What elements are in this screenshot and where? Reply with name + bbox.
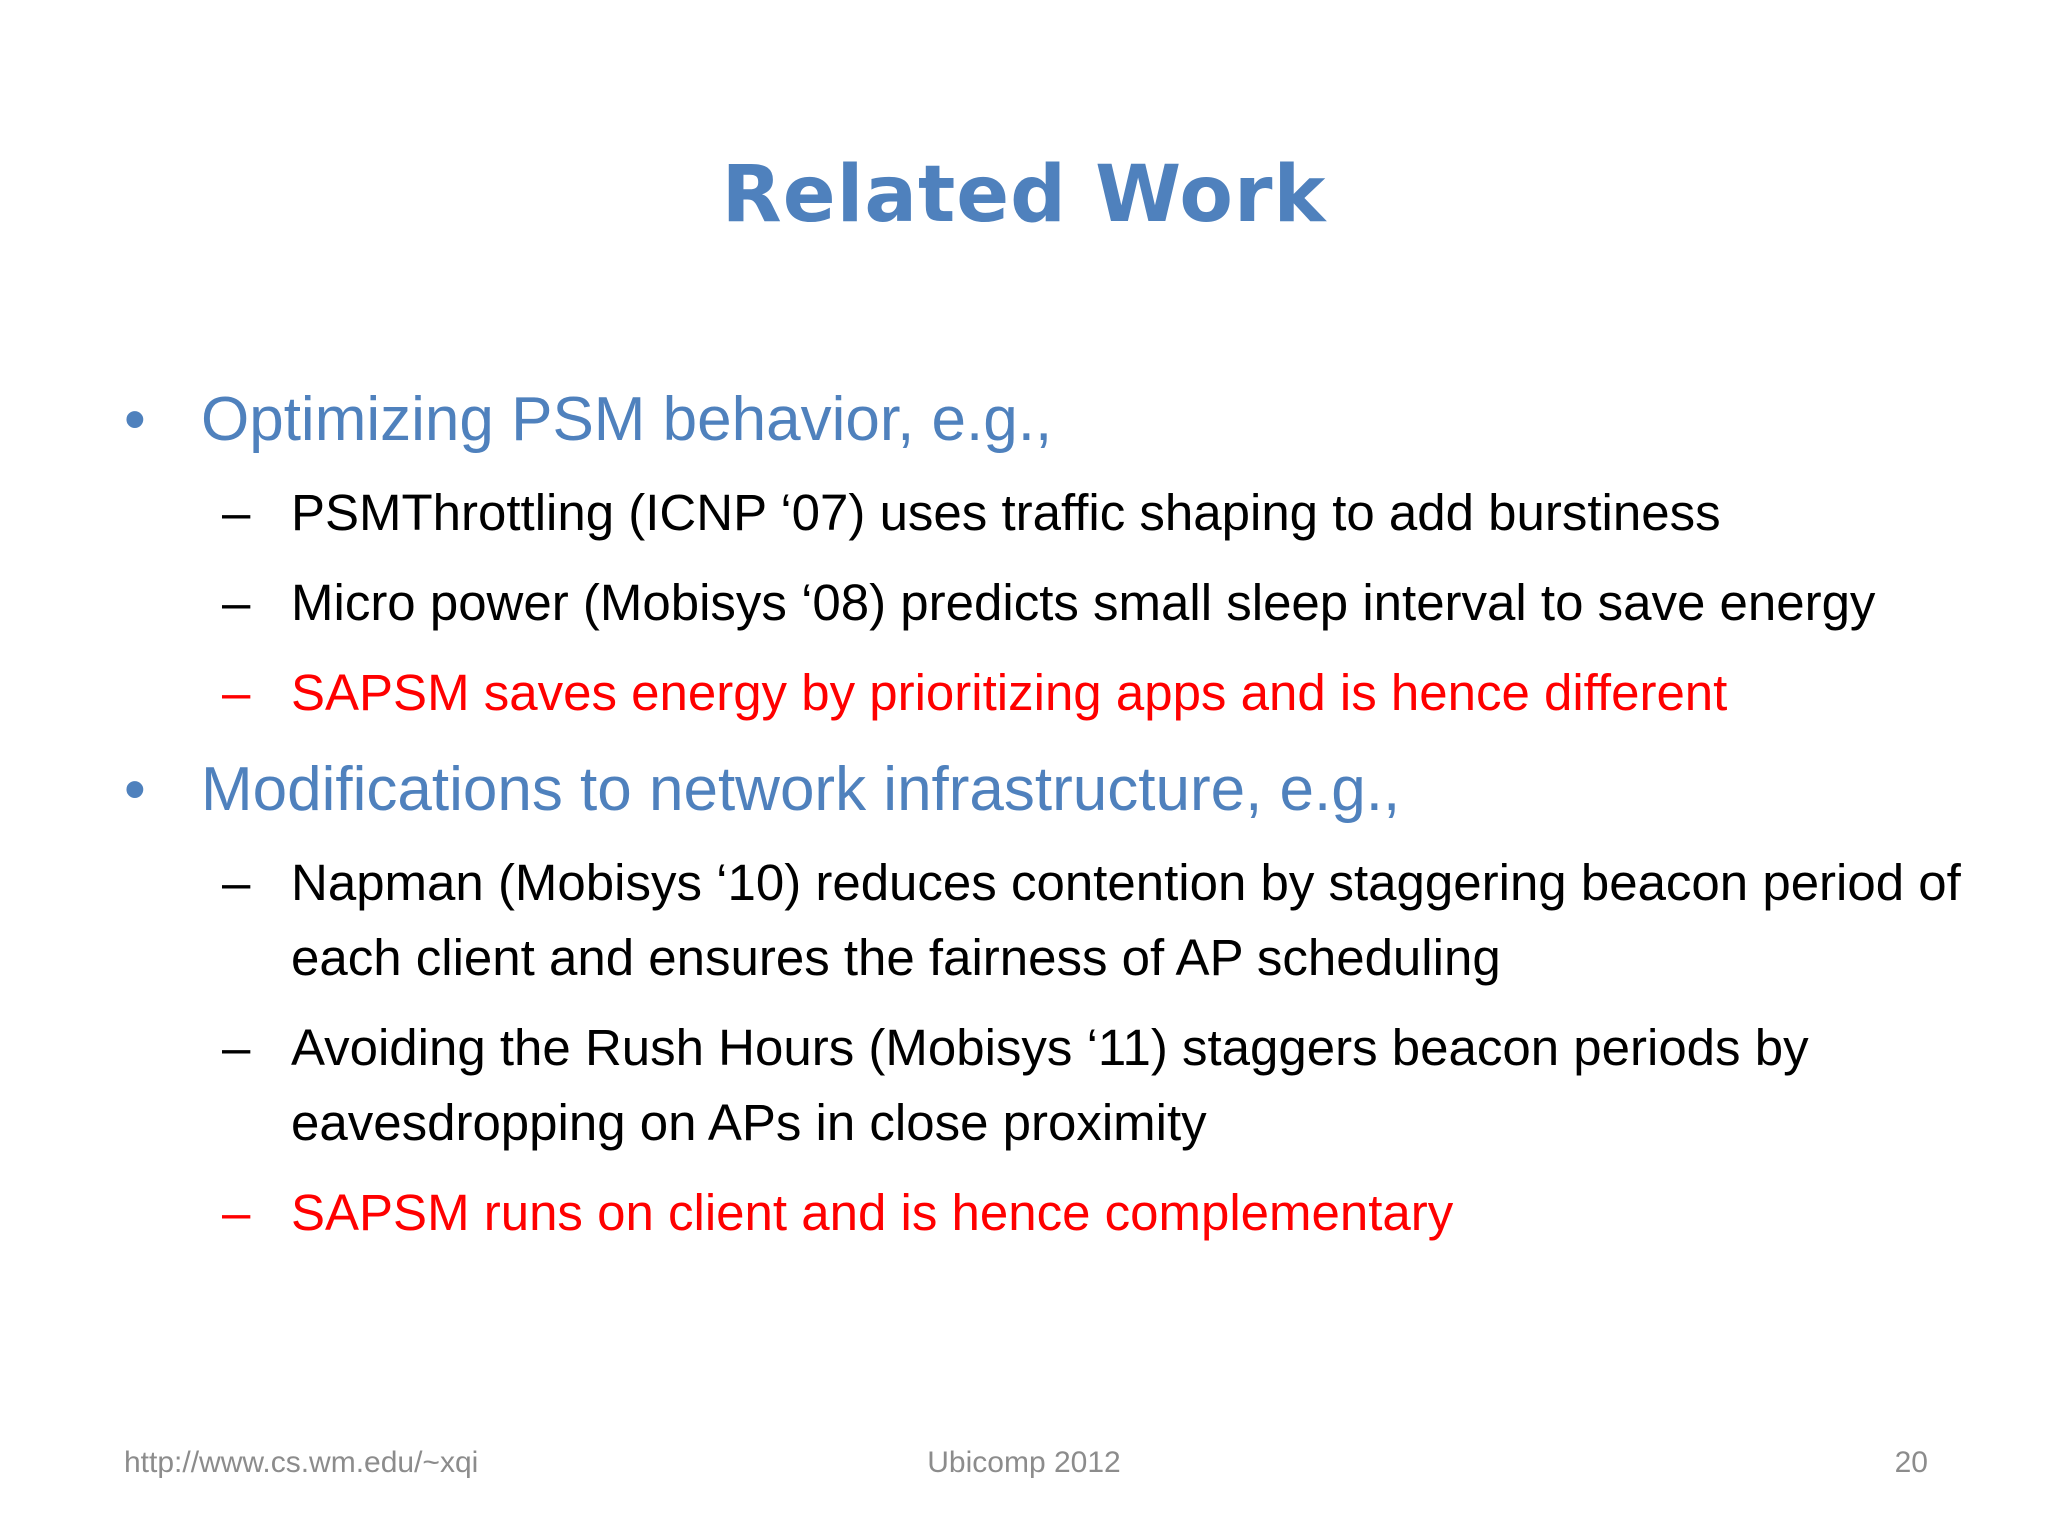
footer-venue: Ubicomp 2012 <box>927 1446 1121 1479</box>
dash-icon: – <box>222 854 251 911</box>
sub-item-napman <box>0 845 2048 995</box>
sub-item-text: Napman (Mobisys ‘10) reduces contention by staggering beacon period of each client and ensures the fairness of AP scheduling <box>291 854 1961 986</box>
bullet-text: Optimizing PSM behavior, e.g., <box>201 385 1053 454</box>
dash-icon: – <box>222 574 251 631</box>
sub-item-psmthrottling <box>0 475 2048 550</box>
sub-item-text: Micro power (Mobisys ‘08) predicts small sleep interval to save energy <box>291 574 1876 631</box>
bullet-icon: • <box>124 755 146 824</box>
sub-item-micro-power <box>0 565 2048 640</box>
bullet-text: Modifications to network infrastructure, e.g., <box>201 755 1401 824</box>
sub-item-sapsm-different <box>0 655 2048 730</box>
sub-item-text: Avoiding the Rush Hours (Mobisys ‘11) staggers beacon periods by eavesdropping on APs in close proximity <box>291 1019 1809 1151</box>
dash-icon: – <box>222 664 251 721</box>
dash-icon: – <box>222 1019 251 1076</box>
sub-item-text: SAPSM runs on client and is hence complementary <box>291 1184 1454 1241</box>
slide-content <box>0 372 2048 1250</box>
dash-icon: – <box>222 484 251 541</box>
bullet-optimizing-psm <box>0 380 2048 460</box>
sub-item-rush-hours <box>0 1010 2048 1160</box>
bullet-icon: • <box>124 385 146 454</box>
dash-icon: – <box>222 1184 251 1241</box>
slide-title: Related Work <box>721 150 1327 240</box>
sub-item-sapsm-complementary <box>0 1175 2048 1250</box>
sub-item-text: SAPSM saves energy by prioritizing apps and is hence different <box>291 664 1728 721</box>
footer-url: http://www.cs.wm.edu/~xqi <box>124 1446 479 1479</box>
bullet-network-infrastructure <box>0 750 2048 830</box>
sub-item-text: PSMThrottling (ICNP ‘07) uses traffic shaping to add burstiness <box>291 484 1721 541</box>
footer-page-number: 20 <box>1894 1446 1928 1479</box>
